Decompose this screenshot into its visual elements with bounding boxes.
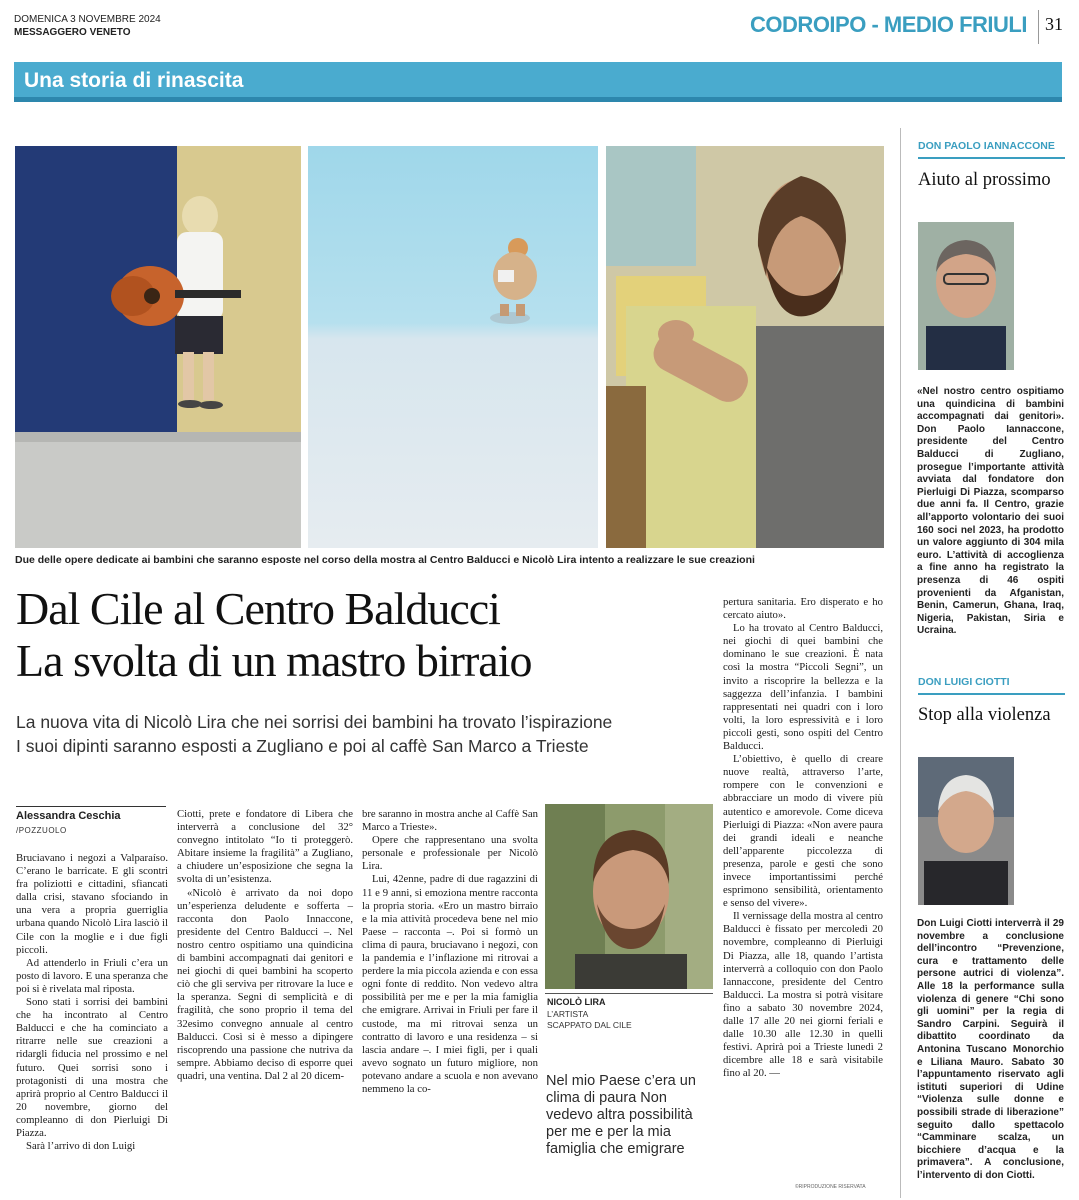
banner-title: Una storia di rinascita [24,69,244,92]
paragraph: Opere che rappresentano una svolta personale e professionale per Nicolò Lira. [362,834,538,873]
article-column-5 [723,596,883,1080]
paragraph: «Nicolò è arrivato da noi dopo un’esperienza deludente e sofferta – racconta don Paolo Innaccone, presidente del Centro Balducci –. Nel nostro centro ospitiamo una quindicina di bambini accompagnati dai genitori e nei giochi di quei bambini ha scoperto ciò che gli serviva per ritrovare la luce e la speranza. Segni di semplicità e di fragilità, che sono proprio il tema del 32esimo convegno annuale al centro Balducci. Così si è messo a dipingere riscoprendo una passione che nutriva da sempre. Abbiamo deciso di esporre quei quadri, una ventina. Dal 2 al 20 dicem- [177,886,353,1082]
portrait-subrole: SCAPPATO DAL CILE [547,1020,632,1030]
photo-caption: Due delle opere dedicate ai bambini che saranno esposte nel corso della mostra al Centro Balducci e Nicolò Lira intento a realizzare le sue creazioni [15,554,755,566]
sidebar-box2-text: Don Luigi Ciotti interverrà il 29 novembre a conclusione dell’incontro “Prevenzione, cura e trattamento delle persone autrici di violenza”. Alle 18 la performance sulla violenza di genere “Chi sono gli uomini” per la regia di Sandro Carpini. Seguirà il dibattito coordinato da Antonina Tuscano Monorchio e Liliana Mauro. Sabato 30 l’appuntamento riservato agli istituti superiori di Udine “Violenza sulle donne e possibili strade di liberazione” seguito dallo spettacolo “Camminare scalza, un bicchiere d’acqua e la primavera”. A conclusione, l’intervento di don Ciotti. [917,918,1064,1181]
paragraph: Sono stati i sorrisi dei bambini che ha incontrato al Centro Balducci e che ha cominciato a ritrarre nelle sue creazioni a ridargli fiducia nel prossimo e nel futuro. Quei sorrisi sono i protagonisti di una mostra che aprirà proprio al Centro Balducci il 20 novembre, giorno del compleanno di don Pierluigi Di Piazza. [16,996,168,1139]
article-column-3 [362,808,538,1096]
dateline-place: /POZZUOLO [16,826,67,835]
sidebar-box2-title: Stop alla violenza [918,705,1051,725]
paragraph: Il vernissage della mostra al centro Balducci è fissato per mercoledì 20 novembre, compleanno di Pierluigi Di Piazza, alle 18, quando l’artista interverrà a colloquio con don Paolo Iannaccone, presidente del Centro Balducci. La mostra si potrà visitare fino a sabato 30 novembre 2024, dalle 17 alle 20 nei giorni feriali e dalle 10.30 alle 12.30 in quelli festivi. Aprirà poi a Trieste lunedì 2 dicembre alle 18 e sarà visitabile fino al 20. — [723,910,883,1080]
artist-portrait-photo [545,804,713,989]
article-headline [16,583,716,687]
sidebar-divider [900,128,901,1198]
paolo-iannaccone-photo [918,222,1014,370]
subhead-line-2: I suoi dipinti saranno esposti a Zugliano e poi al caffè San Marco a Trieste [16,736,589,756]
portrait-name: NICOLÒ LIRA [547,997,606,1007]
sidebar-box1-title: Aiuto al prossimo [918,170,1051,190]
article-column-1 [16,852,168,1153]
paragraph: pertura sanitaria. Ero disperato e ho cercato aiuto». [723,596,883,622]
sidebar-box1-text: «Nel nostro centro ospitiamo una quindicina di bambini accompagnati dai genitori». Don Paolo Iannaccone, presidente del Centro Balducci di Zugliano, prosegue l’importante attività avviata dal fondatore don Pierluigi Di Piazza, scomparso due anni fa. Il Centro, grazie all’apporto volontario dei suoi 160 soci nel 2023, ha prodotto un valore aggiunto di 304 mila euro. L’attività di accoglienza a fine anno ha registrato la presenza di 46 ospiti provenienti da Afganistan, Benin, Camerun, Ghana, Iraq, Nigeria, Pakistan, Siria e Ucraina. [917,386,1064,637]
paragraph: bre saranno in mostra anche al Caffè San Marco a Trieste». [362,808,538,834]
story-banner [14,62,1062,102]
page-number: 31 [1045,14,1063,34]
sidebar-box1-tag: DON PAOLO IANNACCONE [918,140,1055,152]
section-title: CODROIPO - MEDIO FRIULI [750,12,1027,37]
painting-child-guitar-photo [15,146,301,548]
header-divider [1038,10,1039,44]
painting-crouching-child-photo [308,146,598,548]
paragraph: Ciotti, prete e fondatore di Libera che interverrà a conclusione del 32° convegno intitolato “Io ti proteggerò. Abitare insieme la fragilità” a Zugliano, a chiudere un’esposizione che segna la svolta di un’esistenza. [177,808,353,886]
article-column-2 [177,808,353,1083]
paragraph: Lo ha trovato al Centro Balducci, nei giochi di quei bambini che dominano le sue creazioni. È nata così la mostra “Piccoli Segni”, un invito a riscoprire la bellezza e la saggezza dell’infanzia. I bambini rappresentati nei quadri con i loro volti, la loro espressività e i loro piccoli gesti, sono ospiti del Centro Balducci. [723,622,883,753]
newspaper-name: MESSAGGERO VENETO [14,27,131,38]
paragraph: Ad attenderlo in Friuli c’era un posto di lavoro. E una speranza che poi si è rivelata mal riposta. [16,956,168,995]
portrait-caption-rule [545,993,713,994]
paragraph: Sarà l’arrivo di don Luigi [26,1140,136,1153]
headline-line-1: Dal Cile al Centro Balducci [16,583,500,634]
subhead-line-1: La nuova vita di Nicolò Lira che nei sorrisi dei bambini ha trovato l’ispirazione [16,712,613,732]
rights-notice: ©RIPRODUZIONE RISERVATA [795,1184,866,1190]
article-subhead [16,710,716,758]
paragraph: Lui, 42enne, padre di due ragazzini di 11 e 9 anni, si emoziona mentre racconta la propria storia. «Ero un mastro birraio e la mia attività procedeva bene nel mio Paese – racconta –. Poi si formò un clima di paura, bruciavano i negozi, con la pandemia e l’inflazione mi ritrovai a perdere la mia piccola azienda e con essa ogni fonte di reddito. Non vedevo altra possibilità per me e per la mia famiglia che emigrare. Arrivai in Friuli per fare il custode, ma mi ritrovai senza un contratto di lavoro e una residenza – si lascia andare –. I miei figli, per i quali avevo sognato un futuro migliore, non potevano andare a scuola e non avevano nemmeno la co- [362,873,538,1095]
headline-line-2: La svolta di un mastro birraio [16,635,532,686]
artist-painting-photo [606,146,884,548]
luigi-ciotti-photo [918,757,1014,905]
issue-date: DOMENICA 3 NOVEMBRE 2024 [14,14,161,25]
sidebar-box2-tag: DON LUIGI CIOTTI [918,676,1010,688]
author-byline: Alessandra Ceschia [16,810,121,822]
sidebar-box2-tag-bar [918,693,1065,695]
portrait-role: L’ARTISTA [547,1009,589,1019]
paragraph: Bruciavano i negozi a Valparaíso. C’erano le barricate. E gli scontri fra poliziotti e cittadini, sfiancati dalla crisi, stavano sfociando in una vera a propria guerriglia urbana quando Nicolò Lira lasciò il Cile con la moglie e i due figli piccoli. [16,852,168,956]
pull-quote: Nel mio Paese c’era un clima di paura Non vedevo altra possibilità per me e per la mia famiglia che emigrare [546,1073,696,1157]
sidebar-box1-tag-bar [918,157,1065,159]
byline-rule [16,806,166,807]
paragraph: L’obiettivo, è quello di creare nuove realtà, attraverso l’arte, rompere con le convenzioni e abbracciare un modo di vivere più autentico e amorevole. Come diceva Pierluigi di Piazza: «Non avere paura dei grandi ideali e neanche dell’apparente piccolezza di presenza, parole e gesti che sono invece importantissimi perché esprimono sensibilità, orientamento e senso del vivere». [723,753,883,910]
